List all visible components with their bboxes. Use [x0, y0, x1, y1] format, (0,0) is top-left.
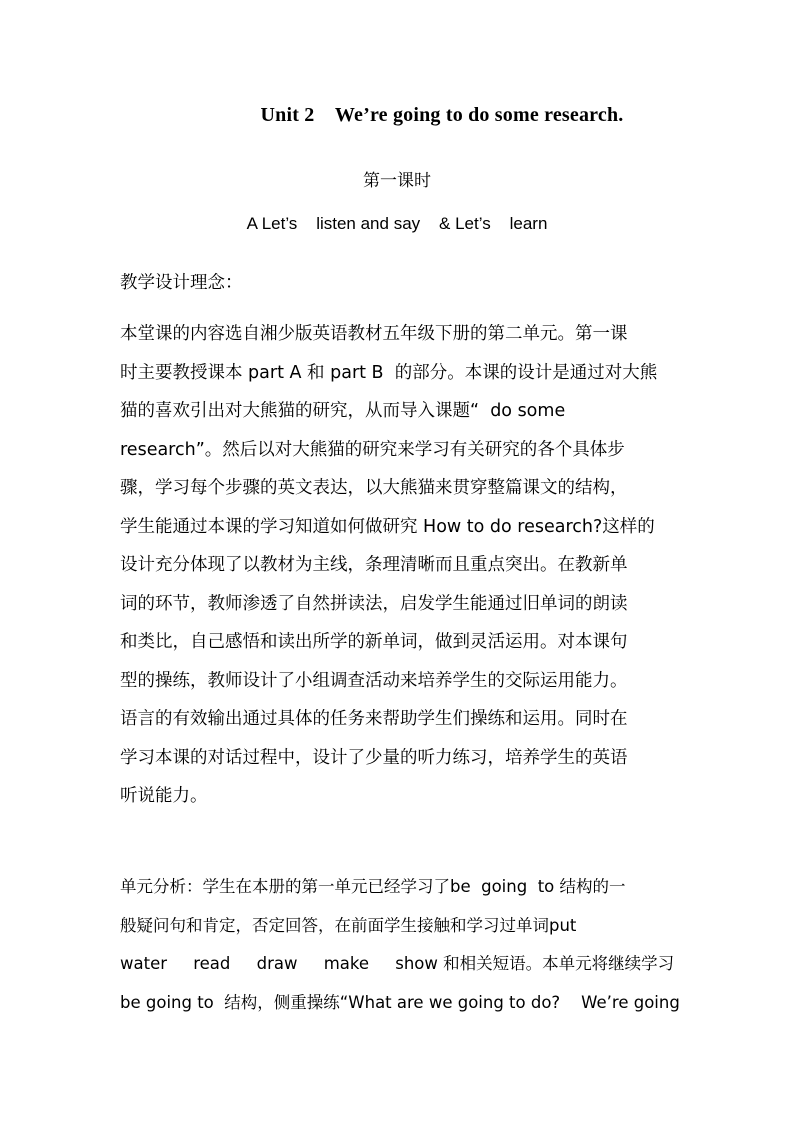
paragraph-line: 时主要教授课本 part A 和 part B 的部分。本课的设计是通过对大熊 [120, 362, 658, 383]
paragraph-line: 语言的有效输出通过具体的任务来帮助学生们操练和运用。同时在 [120, 709, 628, 729]
paragraph-line: 猫的喜欢引出对大熊猫的研究，从而导入课题“ do some [120, 401, 566, 421]
paragraph-line: 学习本课的对话过程中，设计了少量的听力练习，培养学生的英语 [120, 747, 628, 768]
paragraph-line: 听说能力。 [120, 786, 208, 806]
paragraph-line: water read draw make show 和相关短语。本单元将继续学习 [120, 954, 675, 973]
paragraph-line: 本堂课的内容选自湘少版英语教材五年级下册的第二单元。第一课 [120, 324, 628, 344]
paragraph-line: research”。然后以对大熊猫的研究来学习有关研究的各个具体步 [120, 439, 625, 460]
paragraph-line: 词的环节，教师渗透了自然拼读法，启发学生能通过旧单词的朗读 [120, 593, 628, 614]
paragraph-line: 型的操练，教师设计了小组调查活动来培养学生的交际运用能力。 [120, 670, 628, 691]
paragraph-line: 和类比，自己感悟和读出所学的新单词，做到灵活运用。对本课句 [120, 632, 628, 652]
paragraph-line: 设计充分体现了以教材为主线，条理清晰而且重点突出。在教新单 [120, 555, 628, 575]
paragraph-line: 般疑问句和肯定，否定回答，在前面学生接触和学习过单词put [120, 915, 577, 935]
paragraph-line: 单元分析：学生在本册的第一单元已经学习了be going to 结构的一 [120, 877, 626, 896]
lesson-subtitle: A Let’s listen and say & Let’s learn [246, 214, 548, 233]
paragraph-line: 骤，学习每个步骤的英文表达，以大熊猫来贯穿整篇课文的结构， [120, 478, 628, 498]
lesson-label: 第一课时 [363, 171, 431, 191]
unit-analysis-paragraph [120, 868, 680, 1022]
unit-title: Unit 2 We’re going to do some research. [260, 104, 624, 126]
paragraph-line: be going to 结构，侧重操练“What are we going to do? We’re going [120, 992, 680, 1012]
design-paragraph [120, 315, 676, 816]
design-heading: 教学设计理念： [120, 273, 243, 293]
paragraph-line: 学生能通过本课的学习知道如何做研究 How to do research?这样的 [120, 516, 655, 537]
